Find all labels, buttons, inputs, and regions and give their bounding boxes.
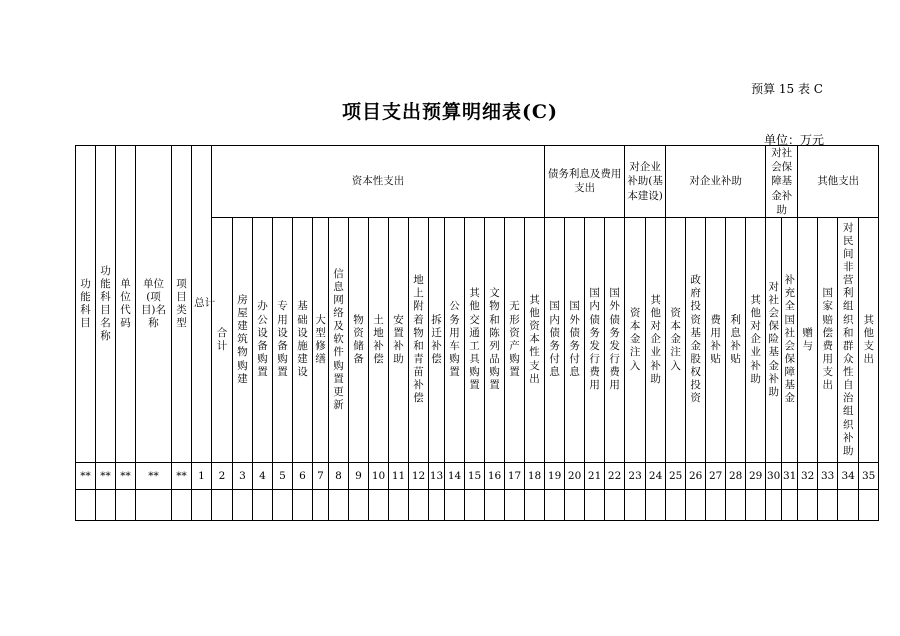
- index-cell: 11: [389, 462, 409, 489]
- column-header-12: 地上附着物和青苗补偿: [409, 217, 429, 462]
- column-header-34: 对民间非营利组织和群众性自治组织补助: [838, 217, 859, 462]
- column-header-4: 办公设备购置: [253, 217, 273, 462]
- header-unit-code: 单位代码: [116, 146, 136, 463]
- index-cell: 6: [293, 462, 313, 489]
- data-cell: [746, 489, 766, 520]
- data-cell: [465, 489, 485, 520]
- column-header-13: 拆迁补偿: [429, 217, 445, 462]
- data-cell: [782, 489, 798, 520]
- index-cell: 13: [429, 462, 445, 489]
- index-cell: 4: [253, 462, 273, 489]
- column-header-35: 其他支出: [859, 217, 879, 462]
- data-cell: [798, 489, 818, 520]
- index-cell: 23: [625, 462, 646, 489]
- index-cell: **: [116, 462, 136, 489]
- data-cell: [96, 489, 116, 520]
- index-cell: 10: [369, 462, 389, 489]
- index-cell: 12: [409, 462, 429, 489]
- budget-table: [75, 145, 879, 521]
- data-cell: [116, 489, 136, 520]
- index-cell: 19: [545, 462, 565, 489]
- index-cell: 25: [666, 462, 686, 489]
- column-header-21: 国内债务发行费用: [585, 217, 605, 462]
- column-header-16: 文物和陈列品购置: [485, 217, 505, 462]
- data-cell: [136, 489, 172, 520]
- data-cell: [212, 489, 233, 520]
- index-cell: 29: [746, 462, 766, 489]
- column-header-22: 国外债务发行费用: [605, 217, 625, 462]
- group-social-security-subsidy: 对社会保障基金补助: [766, 146, 798, 218]
- column-header-11: 安置补助: [389, 217, 409, 462]
- column-header-27: 费用补贴: [706, 217, 726, 462]
- index-cell: **: [96, 462, 116, 489]
- data-cell: [233, 489, 253, 520]
- page-title: 项目支出预算明细表(C): [341, 101, 559, 123]
- data-cell: [565, 489, 585, 520]
- index-cell: 1: [192, 462, 212, 489]
- column-header-18: 其他资本性支出: [525, 217, 545, 462]
- group-debt-interest: 债务利息及费用支出: [545, 146, 625, 218]
- column-header-29: 其他对企业补助: [746, 217, 766, 462]
- index-cell: 24: [646, 462, 666, 489]
- column-header-30: 对社会保险基金补助: [766, 217, 782, 462]
- column-header-26: 政府投资基金股权投资: [686, 217, 706, 462]
- data-cell: [329, 489, 349, 520]
- column-header-9: 物资储备: [349, 217, 369, 462]
- data-cell: [726, 489, 746, 520]
- index-cell: **: [172, 462, 192, 489]
- group-enterprise-subsidy: 对企业补助: [666, 146, 766, 218]
- data-cell: [172, 489, 192, 520]
- index-cell: 32: [798, 462, 818, 489]
- index-cell: 35: [859, 462, 879, 489]
- column-header-15: 其他交通工具购置: [465, 217, 485, 462]
- index-cell: **: [136, 462, 172, 489]
- data-cell: [838, 489, 859, 520]
- index-cell: 20: [565, 462, 585, 489]
- index-cell: 33: [818, 462, 838, 489]
- index-cell: 28: [726, 462, 746, 489]
- column-header-14: 公务用车购置: [445, 217, 465, 462]
- data-cell: [706, 489, 726, 520]
- index-cell: 9: [349, 462, 369, 489]
- index-cell: 17: [505, 462, 525, 489]
- index-cell: 31: [782, 462, 798, 489]
- data-cell: [389, 489, 409, 520]
- index-cell: 8: [329, 462, 349, 489]
- data-cell: [76, 489, 96, 520]
- header-total: 总计: [192, 146, 212, 463]
- data-cell: [429, 489, 445, 520]
- header-project-type: 项目类型: [172, 146, 192, 463]
- column-header-31: 补充全国社会保障基金: [782, 217, 798, 462]
- column-header-7: 大型修缮: [313, 217, 329, 462]
- column-header-6: 基础设施建设: [293, 217, 313, 462]
- data-cell: [369, 489, 389, 520]
- data-cell: [766, 489, 782, 520]
- data-cell: [605, 489, 625, 520]
- group-enterprise-subsidy-capital: 对企业补助(基本建设): [625, 146, 666, 218]
- column-header-23: 资本金注入: [625, 217, 646, 462]
- index-cell: 2: [212, 462, 233, 489]
- column-header-17: 无形资产购置: [505, 217, 525, 462]
- header-function-code: 功能科目: [76, 146, 96, 463]
- data-cell: [485, 489, 505, 520]
- data-cell: [273, 489, 293, 520]
- data-cell: [293, 489, 313, 520]
- data-cell: [445, 489, 465, 520]
- index-cell: 14: [445, 462, 465, 489]
- data-cell: [585, 489, 605, 520]
- index-cell: 15: [465, 462, 485, 489]
- column-header-24: 其他对企业补助: [646, 217, 666, 462]
- data-cell: [192, 489, 212, 520]
- column-header-3: 房屋建筑物购建: [233, 217, 253, 462]
- data-cell: [818, 489, 838, 520]
- header-unit-name: 单位(项目)名称: [136, 146, 172, 463]
- column-header-28: 利息补贴: [726, 217, 746, 462]
- index-cell: 18: [525, 462, 545, 489]
- data-cell: [505, 489, 525, 520]
- index-cell: 22: [605, 462, 625, 489]
- index-cell: 5: [273, 462, 293, 489]
- data-cell: [686, 489, 706, 520]
- data-cell: [545, 489, 565, 520]
- data-cell: [313, 489, 329, 520]
- index-cell: 26: [686, 462, 706, 489]
- data-cell: [666, 489, 686, 520]
- data-cell: [253, 489, 273, 520]
- index-cell: 30: [766, 462, 782, 489]
- data-cell: [525, 489, 545, 520]
- data-cell: [349, 489, 369, 520]
- index-cell: 27: [706, 462, 726, 489]
- column-header-8: 信息网络及软件购置更新: [329, 217, 349, 462]
- index-cell: **: [76, 462, 96, 489]
- unit-label: 单位：万元: [763, 133, 824, 147]
- index-cell: 21: [585, 462, 605, 489]
- data-cell: [409, 489, 429, 520]
- column-header-33: 国家赔偿费用支出: [818, 217, 838, 462]
- group-capital-expenditure: 资本性支出: [212, 146, 545, 218]
- index-cell: 7: [313, 462, 329, 489]
- index-cell: 16: [485, 462, 505, 489]
- column-header-32: 赠与: [798, 217, 818, 462]
- column-header-19: 国内债务付息: [545, 217, 565, 462]
- column-header-2: 合计: [212, 217, 233, 462]
- data-cell: [646, 489, 666, 520]
- column-header-25: 资本金注入: [666, 217, 686, 462]
- form-code: 预算 15 表 C: [751, 82, 823, 96]
- data-cell: [859, 489, 879, 520]
- column-header-20: 国外债务付息: [565, 217, 585, 462]
- column-header-5: 专用设备购置: [273, 217, 293, 462]
- group-other-expenditure: 其他支出: [798, 146, 879, 218]
- index-cell: 3: [233, 462, 253, 489]
- index-cell: 34: [838, 462, 859, 489]
- column-header-10: 土地补偿: [369, 217, 389, 462]
- data-cell: [625, 489, 646, 520]
- header-function-name: 功能科目名称: [96, 146, 116, 463]
